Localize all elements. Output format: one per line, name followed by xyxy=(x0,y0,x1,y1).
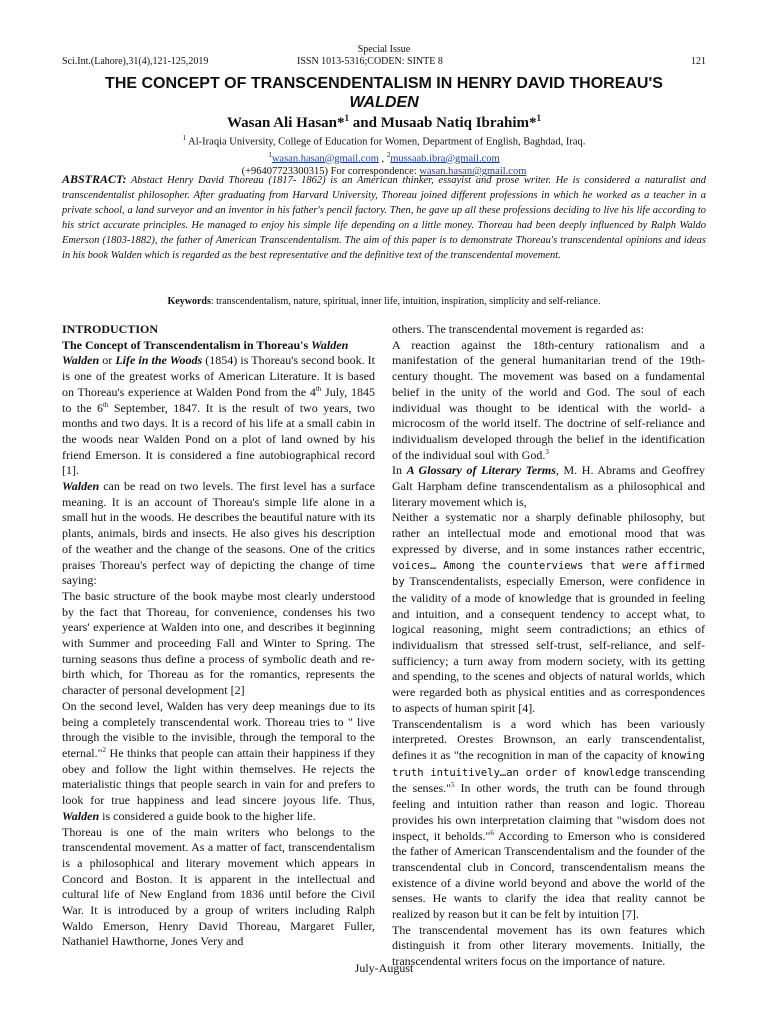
affiliation-text: Al-Iraqia University, College of Education for Women, Department of English, Baghdad, Iraq. xyxy=(186,136,586,148)
issn: ISSN 1013-5316;CODEN: SINTE 8 xyxy=(297,56,443,67)
left-column xyxy=(62,322,375,950)
rp4-text-b: Transcendentalists, especially Emerson, were confidence in the validity of a mode of knowledge that is grounded in feeling and intuition, and a consequent tendency to accept what, to logical reasoning, might seem contradictions; an ethics of individualism that stressed self-trust, self-reliance, and self-sufficiency; a turn away from modern society, with its getting and spending, to the scenes and objects of natural worlds, which were regarded both as physical entities and as correspondences to aspects of human spirit [4]. xyxy=(392,574,705,715)
page-number: 121 xyxy=(691,56,706,67)
rp2-text: A reaction against the 18th-century rationalism and a manifestation of the general humanitarian trend of the 19th-century thought. The movement was based on a fundamental belief in the unity of the world and God. The soul of each individual was thought to be identical with the world- a microcosm of the world itself. The doctrine of self-reliance and individualism developed through the belief in the identification of the individual soul with God. xyxy=(392,337,705,462)
paper-title xyxy=(0,74,768,112)
email1-sup: 1 xyxy=(268,150,272,159)
author-1-sup: 1 xyxy=(344,113,349,123)
block-quote xyxy=(392,510,705,716)
affiliation-sup: 1 xyxy=(182,134,187,142)
p1-text-c: September, 1847. It is the result of two years, two months and two days. It is a record of his life at a small cabin in the woods near Walden Pond on a plot of land owned by his friend Emerson. It is considered a fine autobiographical record [1]. xyxy=(62,400,375,478)
p1-sup-1: th xyxy=(315,384,322,393)
email2-sup: 2 xyxy=(386,150,391,159)
p1-walden: Walden xyxy=(62,353,100,368)
author-1: Wasan Ali Hasan* xyxy=(226,115,345,131)
block-quote: The basic structure of the book maybe most clearly understood by the fact that Thoreau, for convenience, condenses his two years' experience at Walden into one, and describes it beginning with Summer and proceeding Fall and Winter to Spring. The turning seasons thus define a process of symbolic death and re-birth which, for Thoreau as for the romantics, represents the character of personal development [2] xyxy=(62,588,375,698)
rp3-book-title: A Glossary of Literary Terms xyxy=(406,463,556,478)
keywords-label: Keywords xyxy=(167,296,211,307)
subhead-italic: Walden xyxy=(311,337,349,352)
special-issue-label: Special Issue xyxy=(357,44,411,55)
p4-text-a: On the second level, Walden has very deep meanings due to its being a completely transcendental work. Thoreau tries to " live through the visible to the invisible, through the temporal to the eternal." xyxy=(62,698,375,760)
email-link-2[interactable]: mussaab.ibra@gmail.com xyxy=(390,153,500,164)
email-link-1[interactable]: wasan.hasan@gmail.com xyxy=(271,153,379,164)
rp2-sup: 3 xyxy=(545,447,549,456)
rp4-mono: voices… Among the counterviews that were affirmed by xyxy=(392,559,705,589)
affiliation-line xyxy=(0,132,768,149)
citation: Sci.Int.(Lahore),31(4),121-125,2019 xyxy=(62,56,209,67)
paragraph xyxy=(392,463,705,510)
rp3-text-a: In xyxy=(392,463,407,478)
author-2: Musaab Natiq Ibrahim* xyxy=(380,115,537,131)
title-line-2: WALDEN xyxy=(349,94,419,111)
authors xyxy=(0,113,768,132)
rp3-text-b: , M. H. Abrams and Geoffrey Galt Harpham define transcendentalism as a philosophical and literary movement which is, xyxy=(392,463,705,509)
p1-text-b: July, 1845 to the 6 xyxy=(62,384,375,415)
p1-text-a: (1854) is Thoreau's second book. It is one of the greatest works of American Literature. It is based on Thoreau's experience at Walden Pond from the 4 xyxy=(62,353,376,399)
rp4-text-a: Neither a systematic nor a sharply definable philosophy, but rather an intellectual mode and emotional mood that was expressed by diverse, and in some instances rather eccentric, xyxy=(392,510,705,556)
rp5-text-a: Transcendentalism is a word which has been variously interpreted. Orestes Brownson, an early transcendentalist, defines it as "the recognition in man of the capacity of xyxy=(392,716,705,762)
footer: July-August xyxy=(354,961,414,975)
correspondence-email-link[interactable]: wasan.hasan@gmail.com xyxy=(419,166,527,177)
abstract-text: Abstact Henry David Thoreau (1817- 1862) is an American thinker, essayist and prose writer. He is considered a naturalist and transcendentalist philosopher. After graduating from Harvard University, Thoreau joined different professions in which he worked as a teacher in a private school, a land surveyor and an inventor in his father's pencil factory. Then, he gave up all these professions deciding to live his life according to his strict accurate principles. He managed to enjoy his simple life depending on a little money. Thoreau had been deeply influenced by Ralph Waldo Emerson (1803-1882), the father of American Transcendentalism. The aim of this paper is to demonstrate Thoreau's transcendental opinions and ideas in his book Walden which is regarded as the best representative and the definitive text of the transcendental movement. xyxy=(62,175,706,261)
author-2-sup: 1 xyxy=(536,113,542,123)
email-line xyxy=(0,149,768,166)
paragraph xyxy=(62,699,375,825)
paragraph xyxy=(62,353,375,479)
p1-title: Life in the Woods xyxy=(115,353,203,368)
p4-text-c: is considered a guide book to the higher life. xyxy=(99,808,316,823)
p1-or: or xyxy=(99,353,116,368)
paragraph xyxy=(62,479,375,589)
title-line-1: THE CONCEPT OF TRANSCENDENTALISM IN HENRY DAVID THOREAU'S xyxy=(105,75,663,92)
abstract xyxy=(62,172,706,263)
paragraph xyxy=(392,717,705,923)
keywords-text: : transcendentalism, nature, spiritual, inner life, intuition, inspiration, simplicity and self-reliance. xyxy=(210,296,601,307)
p4-text-b: He thinks that people can attain their happiness if they obey and follow the light within themselves. He rejects the materialistic things that people search in vain for and prefers to look for true happiness and lead sincere joyous life. Thus, xyxy=(62,745,375,808)
rp5-sup-2: 6 xyxy=(490,828,494,837)
abstract-label: ABSTRACT: xyxy=(62,172,127,186)
p4-walden: Walden xyxy=(62,808,100,823)
keywords xyxy=(62,296,706,307)
subhead-text: The Concept of Transcendentalism in Thoreau's xyxy=(62,337,312,352)
p2-walden: Walden xyxy=(62,479,100,494)
paragraph: The transcendental movement has its own features which distinguish it from other literary movements. Initially, the transcendental writers focus on the importance of nature. xyxy=(392,922,705,969)
subsection-heading xyxy=(62,338,375,354)
block-quote xyxy=(392,338,705,464)
rp5-text-c: In other words, the truth can be found through feeling and intuition rather than reason and logic. Thoreau provides his own interpretation claiming that "wisdom does not inspect, it beholds." xyxy=(392,781,705,843)
paragraph: Thoreau is one of the main writers who belongs to the transcendental movement. As a matter of fact, transcendentalism is a philosophical and literary movement which appears in Concord and Boston. It is apparent in the intellectual and cultural life of New England from 1836 until before the Civil War. It is introduced by a group of writers including Ralph Waldo Emerson, Henry David Thoreau, Margaret Fuller, Nathaniel Hawthorne, Jones Very and xyxy=(62,824,375,949)
rp5-text-d: According to Emerson who is considered the father of American Transcendentalism and the founder of the transcendental club in Concord, transcendentalism means the existence of a divine world beyond and above the world of the senses. He wants to clarify the idea that reality cannot be realized by reason but it can be felt by intuition [7]. xyxy=(392,828,706,922)
rp5-mono: knowing truth intuitively…an order of knowledge xyxy=(392,749,705,779)
right-column xyxy=(392,322,705,970)
paragraph: others. The transcendental movement is regarded as: xyxy=(392,322,645,336)
section-heading: INTRODUCTION xyxy=(62,322,159,336)
p1-sup-2: th xyxy=(102,400,109,409)
phone-text: (+96407723300315) For correspondence: xyxy=(241,166,420,177)
p2-text: can be read on two levels. The first level has a surface meaning. It is an account of Thoreau's simple life alone in a small hut in the woods. He describes the beautiful nature with its plants, animals, birds and insects. He also gives his description of the weather and the change of the seasons. One of the critics praises Thoreau's perfect way of depicting the change of time saying: xyxy=(62,479,375,588)
rp5-sup-1: 5 xyxy=(451,781,455,790)
email-sep: , xyxy=(378,153,387,164)
p4-sup: 2 xyxy=(102,745,107,754)
authors-and: and xyxy=(349,115,381,131)
rp5-text-b: transcending the senses." xyxy=(392,764,706,796)
